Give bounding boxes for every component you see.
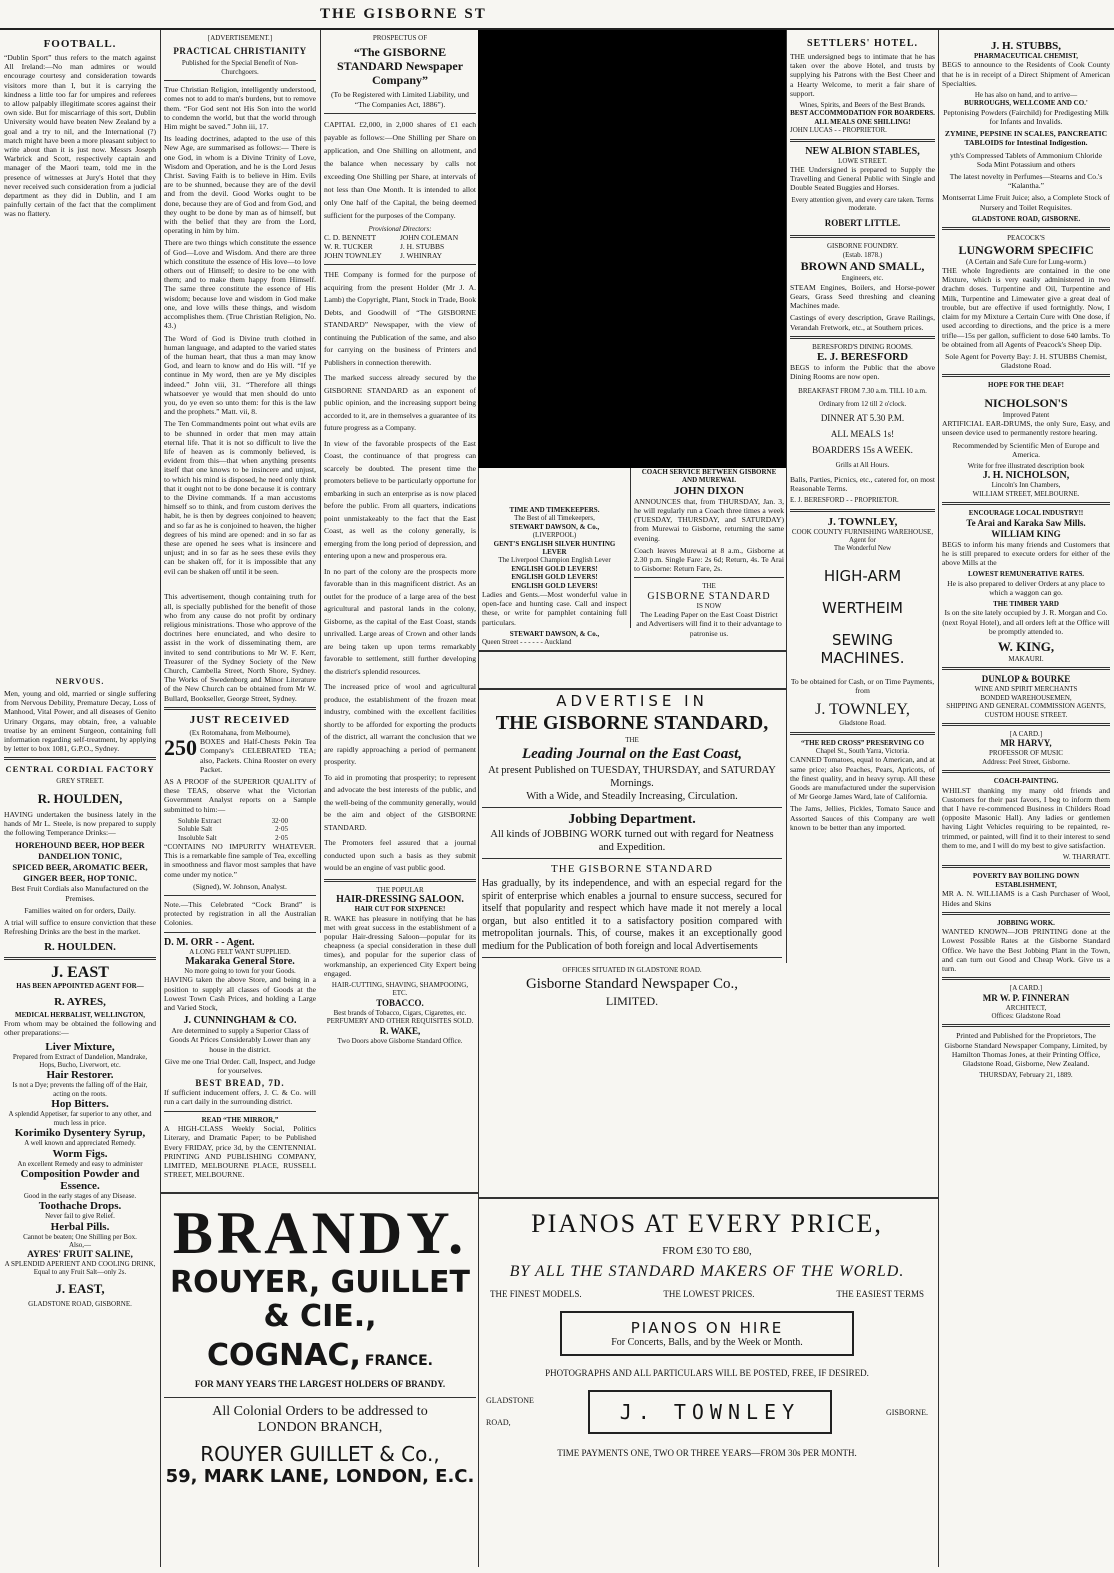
townley-name: J. TOWNLEY,	[827, 515, 898, 528]
analysis-row: Insoluble Salt 2·05	[178, 833, 288, 842]
prospectus-para: To aid in promoting that prosperity; to represent and advocate the best interests of the public, and the well-being of the community generally, would be the aim and object of the GISBORNE STANDARD.	[324, 772, 476, 832]
tearai-mills: Te Arai and Karaka Saw Mills.	[966, 517, 1086, 528]
zymine: ZYMINE, PEPSINE IN SCALES, PANCREATIC TABLOIDS for Intestinal Indigestion.	[944, 129, 1108, 148]
tea-quantity: 250	[164, 735, 197, 761]
directors-title: Provisional Directors:	[368, 224, 432, 233]
remedy-list	[4, 1041, 156, 1241]
remedy-desc: Never fail to give Relief.	[45, 1212, 115, 1221]
castings-body: Castings of every description, Grave Railings, Verandah Fretwork, etc., at Southern prices.	[790, 313, 935, 332]
houlden-name: R. HOULDEN,	[37, 790, 123, 806]
write-for: Write for free illustrated description book	[967, 461, 1085, 470]
tea-signed: (Signed), W. Johnson, Analyst.	[193, 881, 287, 891]
christianity-title: PRACTICAL CHRISTIANITY	[173, 46, 307, 57]
card-label-2: [A CARD.]	[1009, 984, 1043, 993]
drink-item: DANDELION TONIC,	[38, 851, 122, 862]
deliver: He is also prepared to deliver Orders at any place to which a waggon can go.	[947, 578, 1105, 597]
christianity-sub: Published for the Special Benefit of Non-Churchgoers.	[181, 59, 299, 76]
brandy-address: 59, MARK LANE, LONDON, E.C.	[165, 1466, 475, 1487]
christianity-para: The Word of God is Divine truth clothed in human language, and adapted to the varied states of the human heart, that thus a man may know God, and learn to know and do His will. “If ye continue in My word, then are ye My disciples indeed.” John viii, 31. “Therefore all things whatsoever ye would that men should do unto you, do ye even so unto them: for this is the law and the prophets.” Matt. vii, 8.	[164, 333, 316, 417]
finneran-address: Offices: Gladstone Road	[991, 1011, 1061, 1020]
drink-list	[4, 840, 156, 884]
cook-county: COOK COUNTY FURNISHING WAREHOUSE,	[791, 527, 934, 536]
queen-street: Queen Street - - - - - - Auckland	[482, 638, 572, 647]
remedy-name: Toothache Drops.	[38, 1200, 122, 1213]
advertise-leading: Leading Journal on the East Coast,	[521, 746, 743, 763]
gold-lever: ENGLISH GOLD LEVERS!	[511, 573, 598, 582]
champion-lever: The Liverpool Champion English Lever	[498, 556, 611, 565]
settlers-body: THE undersigned begs to intimate that he has taken over the above Hotel, and trusts by supplying his Patrons with the Best Cheer and a Hearty Welcome, to merit a fair share of support.	[790, 52, 935, 98]
dixon-body: ANNOUNCES that, from THURSDAY, Jan. 3, he will regularly run a Coach three times a week (TUESDAY, THURSDAY, and SATURDAY) from Murewai to Gisborne, returning the same evening.	[634, 496, 784, 543]
advertise-block	[482, 692, 782, 1008]
nicholson-name: J. H. NICHOLSON,	[982, 470, 1070, 482]
foundry-estab: (Estab. 1878.)	[842, 250, 883, 259]
football-title: FOOTBALL.	[43, 38, 117, 50]
wonderful: The Wonderful New	[833, 544, 892, 553]
remedy-name: Herbal Pills.	[50, 1220, 110, 1233]
column-rule	[320, 30, 321, 933]
trial-note: A trial will suffice to ensure conviction that these Refreshing Drinks are the best in the market.	[4, 918, 156, 937]
cunningham-name: J. CUNNINGHAM & CO.	[183, 1015, 297, 1027]
saloon-title: HAIR-DRESSING SALOON.	[336, 894, 464, 906]
pianos-easiest: THE EASIEST TERMS	[836, 1289, 924, 1299]
column-rule	[786, 30, 787, 963]
harvy-name: MR HARVY,	[1000, 738, 1052, 749]
dinner: DINNER AT 5.30 P.M.	[820, 413, 905, 424]
agent-for: Agent for	[848, 535, 877, 544]
shipping: SHIPPING AND GENERAL COMMISSION AGENTS,	[946, 702, 1106, 711]
the-label: THE	[702, 582, 716, 591]
chambers: Lincoln's Inn Chambers,	[991, 481, 1061, 490]
registered-note: (To be Registered with Limited Liability, und “The Companies Act, 1886”).	[331, 90, 469, 109]
brandy-rouyer: ROUYER, GUILLET & CIE.,	[169, 1265, 470, 1334]
prospectus-label: PROSPECTUS OF	[372, 34, 428, 42]
canned-body: CANNED Tomatoes, equal to American, and at same price; also Peaches, Pears, Apricots, of the finest quality, and in heavy syrup. All these Goods are manufactured under the supervision of Mr George James Ward, late of California.	[790, 755, 935, 802]
pianos-time: TIME PAYMENTS ONE, TWO OR THREE YEARS—FROM 30s PER MONTH.	[557, 1448, 857, 1458]
dixon-times: Coach leaves Murewai at 8 a.m., Gisborne at 2.30 p.m. Single Fare: 2s 6d; Return, 4s. Te Arai to Gisborne: Return Fare, 2s.	[634, 545, 784, 574]
is-now: IS NOW	[696, 601, 722, 610]
jobbing-title: Jobbing Department.	[568, 812, 696, 828]
peptonising: Peptonising Powders (Fairchild) for Predigesting Milk for Infants and Invalids.	[943, 107, 1109, 127]
cordial-body: HAVING undertaken the business lately in the hands of Mr L. Steele, is now prepared to supply the following Temperance Drinks:—	[4, 809, 156, 838]
albion-body: THE Undersigned is prepared to Supply the Travelling and General Public with Single and Double Seated Buggies and Horses.	[790, 165, 935, 193]
brandy-largest: FOR MANY YEARS THE LARGEST HOLDERS OF BRANDY.	[194, 1379, 446, 1389]
christianity-para: Its leading doctrines, adapted to the use of this New Age, are summarised as follows:— There is one God, in whom is a Divine Trinity of Love, Wisdom and Operation, and he is the Lord Jesus Christ. Saving Faith is to believe in Him. Evils are to be shunned, because they are of the devil and from the devil. Good Works ought to be done, because they are of God and from God, and they ought to be done by man as of himself, but with the belief that they are from the Lord, operating in him by him.	[164, 134, 316, 236]
remedy-name: Hair Restorer.	[46, 1069, 114, 1082]
brandy-london: LONDON BRANCH,	[257, 1420, 383, 1435]
balls: Balls, Parties, Picnics, etc., catered for, on most Reasonable Terms.	[790, 474, 935, 493]
christianity-para: This advertisement, though containing truth for all, is specially published for the benefit of those who from any cause do not profit by ordinary religious ministrations. Those who approve of the doctrines here enunciated, and who desire to assist in the work of disseminating them, are invited to send contributions to Mr W. F. Kerr, Treasurer of the Sydney Society of the New Church, Cambella Street, North Shore, Sydney. The Works of Swedenborg and Minor Literature of the New Church can be obtained from Mr W. Bullard, Bookseller, George Street, Sydney.	[164, 592, 316, 703]
remedy-desc: Is not a Dye; prevents the falling off of the Hair, acting on the roots.	[12, 1081, 148, 1098]
stubbs-gladstone: GLADSTONE ROAD, GISBORNE.	[971, 214, 1081, 223]
pianos-makers: BY ALL THE STANDARD MAKERS OF THE WORLD.	[509, 1263, 905, 1280]
coach-title: COACH SERVICE BETWEEN GISBORNE AND MUREWAI.	[641, 468, 777, 485]
christianity-para: The Ten Commandments point out what evils are to be shunned in order that men may attain eternal life. That it is not so difficult to live the life of heaven as is commonly believed, is evident from this—that when anything presents itself that one knows to be insincere and unjust, to which his mind is disposed, he need only think that it ought not to be done because it is contrary to the Divine commands. If a man accustoms himself so to think, and from custom derives the habit, he is then by degrees conjoined to heaven; and so far as he is conjoined to heaven, the higher degrees of his mind are opened: and in so far as these are opened he sees what is insincere and unjust; and in so far as he sees these evils they can be shaken off, for it is impossible that any evil can be shaken off until it be seen.	[164, 419, 316, 576]
brown-small: BROWN AND SMALL,	[800, 259, 925, 274]
townley-signature: J. TOWNLEY,	[815, 701, 910, 719]
timekeepers-title: TIME AND TIMEKEEPERS.	[509, 506, 600, 514]
pianos-lowest: THE LOWEST PRICES.	[663, 1289, 755, 1299]
remedy-desc: A well known and appreciated Remedy.	[24, 1139, 136, 1148]
gold-lever: ENGLISH GOLD LEVERS!	[511, 564, 598, 573]
redcross-title: “THE RED CROSS” PRESERVING CO	[800, 738, 925, 747]
sewing-machines: SEWING MACHINES.	[820, 630, 905, 667]
section-rule	[478, 1197, 938, 1199]
just-received-title: JUST RECEIVED	[189, 713, 291, 726]
issue-date: THURSDAY, February 21, 1889.	[979, 1071, 1073, 1080]
column-rule	[630, 468, 631, 628]
masthead: THE GISBORNE ST	[320, 6, 487, 22]
obtained: To be obtained for Cash, or on Time Payments, from	[790, 676, 935, 695]
director: J. H. STUBBS	[400, 242, 445, 252]
dixon-name: JOHN DIXON	[674, 484, 744, 497]
wertheim: WERTHEIM	[822, 598, 903, 617]
mirror-body: A HIGH-CLASS Weekly Social, Politics Literary, and Dramatic Paper; to be Published Every FRIDAY, price 3d, by the CENTENNIAL PRINTING AND PUBLISHING COMPANY, LIMITED, MELBOURNE PLACE, RUSSELL STREET, MELBOURNE.	[164, 1124, 316, 1180]
harvy-address: Address: Peel Street, Gisborne.	[982, 757, 1070, 766]
beresford-signature: E. J. BERESFORD - - PROPRIETOR.	[790, 496, 899, 505]
custom-house: CUSTOM HOUSE STREET.	[984, 710, 1068, 719]
column-1	[4, 34, 156, 1569]
albion-title: NEW ALBION STABLES,	[805, 145, 920, 157]
houlden-signature: R. HOULDEN.	[44, 941, 116, 954]
nicholson-title: NICHOLSON'S	[984, 395, 1068, 410]
best-timekeepers: The Best of all Timekeepers,	[514, 514, 595, 523]
remedy-name: Liver Mixture,	[45, 1040, 115, 1053]
dunlop: DUNLOP & BOURKE	[981, 674, 1071, 685]
jams-body: The Jams, Jellies, Pickles, Tomato Sauce and Assorted Sauces of this Company are well known to be better than any imported.	[790, 804, 935, 832]
gents-lever: GENT'S ENGLISH SILVER HUNTING LEVER	[493, 539, 616, 557]
pianos-gisborne: GISBORNE.	[885, 1407, 928, 1417]
drink-item: HOREHOUND BEER, HOP BEER	[15, 840, 145, 851]
saline-name: AYRES' FRUIT SALINE,	[27, 1249, 133, 1260]
prospectus-para: The increased price of wool and agricultural produce, the establishment of the frozen meat industry, combined with the excellent facilities shortly to be afforded for exporting the products of the district, all warrant the conclusion that we are rapidly approaching a period of permanent prosperity.	[324, 682, 476, 767]
remedy-desc: Prepared from Extract of Dandelion, Mandrake, Hops, Bucho, Liverwort, etc.	[12, 1052, 148, 1070]
director: J. WHINRAY	[400, 251, 443, 261]
give-trial: Give me one Trial Order. Call, Inspect, and Judge for yourselves.	[164, 1056, 316, 1076]
gisborne-standard: GISBORNE STANDARD	[647, 590, 771, 602]
analysis-row: Soluble Salt 2·05	[178, 825, 288, 834]
liverpool: (LIVERPOOL)	[532, 531, 577, 540]
ladies-gents: Ladies and Gents.—Most wonderful value in open-face and hunting case. Call and inspect these, or write for pamphlet containing full particulars.	[482, 590, 627, 627]
meals: ALL MEALS ONE SHILLING!	[814, 117, 911, 126]
all-meals: ALL MEALS 1s!	[830, 429, 895, 440]
ayres-name: R. AYRES,	[54, 995, 106, 1008]
column-5	[790, 34, 935, 954]
stubbs-body: BEGS to announce to the Residents of Cook County that he is in receipt of a Direct Shipment of American Specialties.	[942, 60, 1110, 88]
advertise-published: At present Published on TUESDAY, THURSDAY, and SATURDAY Mornings.	[488, 765, 776, 790]
orr-agent: D. M. ORR - - Agent.	[164, 936, 255, 948]
albion-street: LOWE STREET.	[838, 156, 887, 165]
also-label: Also,—	[69, 1241, 91, 1250]
remedy-name: Hop Bitters.	[51, 1098, 109, 1111]
burroughs: BURROUGHS, WELLCOME AND CO.'	[964, 99, 1088, 108]
bread-body: If sufficient inducement offers, J. C. & Co. will run a cart daily in the surrounding district.	[164, 1088, 316, 1107]
popular-label: THE POPULAR	[376, 885, 424, 894]
advertise-wide: With a Wide, and Steadily Increasing, Circulation.	[526, 791, 738, 803]
tablets: yth's Compressed Tablets of Ammonium Chloride Soda Mint Potassium and others	[950, 150, 1102, 169]
column-6	[942, 34, 1110, 1569]
pianos-hire-sub: For Concerts, Balls, and by the Week or Month.	[611, 1337, 803, 1348]
lucas: JOHN LUCAS - - PROPRIETOR.	[790, 126, 887, 135]
williams: MR A. N. WILLIAMS is a Cash Purchaser of Wool, Hides and Skins	[942, 889, 1110, 908]
advertise-company: Gisborne Standard Newspaper Co.,	[525, 975, 739, 992]
pianos-hire: PIANOS ON HIRE	[630, 1319, 784, 1337]
tea-proof: AS A PROOF of the SUPERIOR QUALITY of these TEAS, observe what the Victorian Government Analyst reports on a Sample submitted to him:—	[164, 776, 316, 814]
steam-body: STEAM Engines, Boilers, and Horse-power Gears, Grass Seed threshing and cleaning Machines made.	[790, 282, 935, 311]
director: C. D. BENNETT	[324, 233, 377, 243]
tharratt: W. THARRATT.	[1062, 853, 1110, 862]
lungworm-sub: (A Certain and Safe Cure for Lung-worm.)	[966, 257, 1086, 266]
stubbs-chemist: PHARMACEUTICAL CHEMIST,	[973, 52, 1079, 60]
timber-body: Is on the site lately occupied by J. R. Morgan and Co. (next Royal Hotel), and all orders left at the Office will be promptly attended to.	[942, 608, 1110, 636]
director: W. R. TUCKER	[324, 242, 373, 252]
wine-merchants: WINE AND SPIRIT MERCHANTS	[974, 685, 1078, 694]
just-received-sub: (Ex Rotomahana, from Melbourne),	[189, 728, 291, 737]
card-label: [A CARD.]	[1009, 730, 1043, 739]
director: JOHN TOWNLEY	[324, 251, 382, 261]
pianos-block	[482, 1207, 932, 1567]
store-body: HAVING taken the above Store, and being in a position to supply all classes of Goods at the Lowest Town Cash Prices, and holding a Large and Varied Stock,	[164, 975, 316, 1013]
high-arm: HIGH-ARM	[823, 566, 902, 585]
lungworm-title: LUNGWORM SPECIFIC	[958, 242, 1094, 257]
prospectus-para: THE Company is formed for the purpose of acquiring from the present Holder (Mr J. A. Lamb) the Copyright, Plant, Stock in Trade, Book Debts, and Goodwill of “The GISBORNE STANDARD” Newspaper, with the view of continuing the Publication of the same, and also for carrying on the business of Printers and Publishers in connection therewith.	[324, 270, 476, 367]
remedy-desc: Cannot be beaten; One Shilling per Box.	[23, 1232, 137, 1241]
townley-gladstone: Gladstone Road.	[839, 719, 886, 728]
mirror-title: READ “THE MIRROR,”	[201, 1115, 279, 1124]
ayres-sub: MEDICAL HERBALIST, WELLINGTON,	[15, 1010, 145, 1019]
wake-name: R. WAKE,	[379, 1025, 421, 1036]
montserrat: Montserrat Lime Fruit Juice; also, a Complete Stock of Nursery and Toilet Requisites.	[942, 193, 1110, 212]
christianity-para: There are two things which constitute the essence of God—Love and Wisdom. And there are three which constitute the essence of His love—to love others out of Himself; to desire to be one with them; and to make them happy from Himself. The same three constitute the essence of His wisdom; because love and wisdom in God make one, and love wills these things, and wisdom accomplishes them. (True Christian Religion, No. 43.)	[164, 238, 316, 331]
christianity-para: True Christian Religion, intelligently understood, comes not to add to man's burdens, but to remove them. “For God sent not His Son into the world to condemn the world, but that the world through Him might be saved.” John iii, 17.	[164, 85, 316, 132]
brandy-rouyer-co: ROUYER GUILLET & Co.,	[200, 1442, 440, 1466]
cordial-title: CENTRAL CORDIAL FACTORY	[5, 764, 155, 775]
tobacco: TOBACCO.	[376, 997, 424, 1008]
no-more: No more going to town for your Goods.	[184, 967, 296, 976]
standard-body-text: Has gradually, by its independence, and with an especial regard for the spirit of enterprise which enables a journal to ensure success, secured for itself that popularity and respect which have made it not merely a local organ, but also entitled it to a satisfactory position compared with metropolitan journals. This, of course, makes it an exceptionally good medium for the Publication of both foreign and local Advertisements	[482, 878, 782, 952]
advertise-paper: THE GISBORNE STANDARD,	[495, 712, 769, 734]
jobbing-body: All kinds of JOBBING WORK turned out with regard for Neatness and Expedition.	[490, 829, 774, 854]
jobbing-title-col6: JOBBING WORK.	[997, 918, 1055, 927]
imprint: Printed and Published for the Proprietors, The Gisborne Standard Newspaper Company, Limited, by Hamilton Thomas Jones, at their Printing Office, Gladstone Road, Gisborne, New Zealand.	[944, 1031, 1108, 1068]
lungworm-body: THE whole Ingredients are contained in the one Mixture, which is very easily administered in two drachm doses. Turpentine and Oil, Turpentine and Milk, Turpentine and Limewater give a great deal of trouble, but are effective if used fortnightly. Now, I claim for my Mixture a Certain Cure with One dose, if used according to directions, and the price is a mere trifle—15s per gallon, sufficient to dose 640 lambs. To be obtained from all Agents of Peacock's Sheep Dip.	[942, 266, 1110, 349]
foundry-title: GISBORNE FOUNDRY.	[826, 242, 899, 251]
boarders: BOARDERS 15s A WEEK.	[812, 445, 913, 456]
column-2	[164, 34, 316, 1180]
brandy-colonial: All Colonial Orders to be addressed to	[212, 1404, 428, 1419]
ayres-from: From whom may be obtained the following and other preparations:—	[4, 1019, 156, 1038]
wake-body: R. WAKE has pleasure in notifying that he has met with great success in the establishment of a popular Hair-dressing Saloon—popular for its cheapness (a special consideration in these dull times), and popular for the superior class of workmanship, an experienced City Expert being engaged.	[324, 913, 476, 978]
advertisement-tag: [ADVERTISEMENT.]	[207, 34, 273, 42]
lowest-rates: LOWEST REMUNERATIVE RATES.	[967, 570, 1085, 579]
prospectus-para: The Promoters feel assured that a journal conducted upon such a basis as they submit would be an engine of vast public good.	[324, 838, 476, 873]
advertise-limited: LIMITED.	[605, 993, 659, 1008]
offices-label: OFFICES SITUATED IN GLADSTONE ROAD.	[562, 966, 702, 975]
nervous-title: NERVOUS.	[55, 677, 105, 686]
grills: Grills at All Hours.	[835, 461, 890, 470]
brandy-cognac: COGNAC,	[207, 1338, 361, 1373]
coach-ad	[634, 468, 784, 638]
makauri: MAKAURI.	[1008, 655, 1044, 663]
watch-ad	[482, 506, 627, 648]
cordial-street: GREY STREET.	[56, 777, 104, 786]
capital-text: CAPITAL £2,000, in 2,000 shares of £1 each payable as follows:—One Shilling per Share on application, and One Shilling on allotment, and the balance when necessary by calls not exceeding One Shilling per Share, at intervals of not less than One Month. It is intended to allot only One half of the Capital, the being deemed sufficient for the purposes of the Company.	[324, 119, 476, 220]
wake-address: Two Doors above Gisborne Standard Office.	[337, 1036, 463, 1045]
little-name: ROBERT LITTLE.	[824, 218, 901, 229]
pianos-townley: J. TOWNLEY	[588, 1390, 832, 1434]
section-rule	[160, 1192, 478, 1194]
tea-offer	[164, 737, 316, 777]
families-note: Families waited on for orders, Daily.	[24, 905, 136, 915]
engineers: Engineers, etc.	[841, 274, 884, 283]
east-name: J. EAST	[51, 964, 109, 982]
long-felt: A LONG FELT WANT SUPPLIED.	[189, 947, 291, 956]
company-name: “The GISBORNE STANDARD Newspaper Company”	[336, 45, 464, 88]
coach-painting: COACH-PAINTING.	[993, 777, 1059, 786]
dining-title: BERESFORD'S DINING ROOMS.	[812, 342, 913, 351]
stubbs-name: J. H. STUBBS,	[991, 40, 1061, 52]
pianos-photos: PHOTOGRAPHS AND ALL PARTICULARS WILL BE POSTED, FREE, IF DESIRED.	[545, 1368, 869, 1378]
saline-eq: Equal to any Fruit Salt—only 2s.	[33, 1267, 127, 1276]
remedy-name: Composition Powder and Essence.	[20, 1167, 140, 1192]
standard-title: THE GISBORNE STANDARD	[551, 863, 713, 876]
william-street: WILLIAM STREET, MELBOURNE.	[972, 489, 1080, 498]
pianos-title: PIANOS AT EVERY PRICE,	[531, 1209, 883, 1238]
analysis-row: Soluble Extract 32·00	[178, 816, 288, 825]
remedy-desc: An excellent Remedy and easy to administer	[17, 1159, 143, 1168]
prospectus-para: In no part of the colony are the prospects more favorable than in this magnificent district. As an outlet for the produce of a large area of the best agricultural and pastoral lands in the colony, Gisborne, as the capital of the East Coast, stands unrivalled. Large areas of Crown and other lands are being taken up upon terms remarkably favorable to settlement, still further developing the district's splendid resources.	[324, 566, 476, 676]
pianos-townley-row	[482, 1390, 932, 1434]
column-rule	[938, 30, 939, 1567]
director: JOHN COLEMAN	[400, 233, 459, 243]
section-rule	[478, 650, 786, 652]
chapel-st: Chapel St., South Yarra, Victoria.	[815, 746, 910, 755]
column-rule	[160, 30, 161, 1567]
perfumes: The latest novelty in Perfumes—Stearns and Co.'s “Kalantha.”	[949, 172, 1103, 191]
tea-contains: “CONTAINS NO IMPURITY WHATEVER. This is a remarkable fine sample of Tea, excelling in smoothness and flavor most samples that have come under my notice.”	[164, 842, 316, 879]
column-3	[324, 34, 476, 1045]
makaraka-store: Makaraka General Store.	[185, 956, 295, 968]
finneran-name: MR W. P. FINNERAN	[982, 992, 1070, 1003]
advertise-the: THE	[625, 736, 639, 744]
prospectus-para: In view of the favorable prospects of the East Coast, the continuance of that progress can scarcely be doubted. The present time the promoters believe to be particularly opportune for embarking in such an enterprise as is now placed before the public. From all quarters, indications point unmistakeably to the fact that the East Coast, as well as the colony generally, is emerging from the long period of depression, and entering upon a new and prosperous era.	[324, 438, 476, 561]
stewart-signature: STEWART DAWSON, & Co.,	[509, 629, 600, 638]
gold-lever: ENGLISH GOLD LEVERS!	[511, 581, 598, 590]
ordinary: Ordinary from 12 till 2 o'clock.	[818, 399, 907, 408]
peacock: PEACOCK'S	[1007, 234, 1045, 243]
bonded: BONDED WAREHOUSEMEN,	[980, 693, 1072, 702]
directors-grid	[324, 233, 476, 260]
albion-every: Every attention given, and every care taken. Terms moderate.	[791, 195, 934, 213]
wines: Wines, Spirits, and Beers of the Best Brands.	[799, 101, 926, 110]
stubbs-agent: He has also on hand, and to arrive—	[974, 91, 1078, 100]
saline-desc: A SPLENDID APERIENT AND COOLING DRINK,	[4, 1259, 156, 1268]
east-body: HAS BEEN APPOINTED AGENT FOR—	[16, 982, 144, 991]
brandy-title: BRANDY.	[172, 1200, 468, 1266]
professor: PROFESSOR OF MUSIC	[989, 749, 1063, 758]
remedy-desc: A splendid Appetiser, far superior to any other, and much less in price.	[8, 1110, 152, 1127]
pianos-road: ROAD,	[486, 1418, 511, 1427]
advertise-title: ADVERTISE IN	[556, 692, 708, 710]
pianos-features	[490, 1289, 924, 1299]
brandy-block	[164, 1200, 476, 1560]
encourage: ENCOURAGE LOCAL INDUSTRY!!	[968, 509, 1084, 518]
brandy-france: FRANCE.	[364, 1353, 433, 1369]
eardrums: ARTIFICIAL EAR-DRUMS, the only Sure, Easy, and unseen device used to permanently restore hearing.	[942, 419, 1110, 438]
east-address: GLADSTONE ROAD, GISBORNE.	[28, 1300, 132, 1309]
settlers-title: SETTLERS' HOTEL.	[806, 38, 919, 49]
architect: ARCHITECT,	[1005, 1003, 1047, 1012]
section-rule	[478, 688, 786, 690]
tea-note: Note.—This Celebrated “Cock Brand” is protected by registration in all the Australian Colonies.	[164, 900, 316, 928]
analysis-table	[164, 817, 316, 842]
nervous-body: Men, young and old, married or single suffering from Nervous Debility, Premature Decay, Loss of Manhood, Vital Power, and all diseases of Genito Urinary Organs, may obtain, free, a valuable treatise by an eminent Surgeon, containing full information regarding self-treatment, by applying by letter to box 1081, G.P.O., Sydney.	[4, 689, 156, 754]
recommended: Recommended by Scientific Men of Europe and America.	[952, 440, 1100, 459]
cordial-note: Best Fruit Cordials also Manufactured on the Premises.	[11, 884, 149, 903]
haircut-price: HAIR CUT FOR SIXPENCE!	[354, 905, 446, 914]
tobacco-body: Best brands of Tobacco, Cigars, Cigarettes, etc.	[333, 1008, 467, 1017]
perfumery: PERFUMERY AND OTHER REQUISITES SOLD.	[326, 1017, 474, 1026]
pianos-hire-box	[560, 1311, 854, 1356]
jobbing-body-col6: WANTED KNOWN—JOB PRINTING done at the Lowest Possible Rates at the Gisborne Standard Office. We have the Best Jobbing Plant in the Town, and can turn out Good and Cheap Work. Give us a turn.	[942, 927, 1110, 973]
pianos-finest: THE FINEST MODELS.	[490, 1289, 582, 1299]
tea-body: BOXES and Half-Chests Pekin Tea Company's CELEBRATED TEA; also, Packets. China Rooster on every Packet.	[200, 737, 316, 774]
timber-yard: THE TIMBER YARD	[993, 599, 1059, 608]
east-signature: J. EAST,	[55, 1281, 105, 1297]
services: HAIR-CUTTING, SHAVING, SHAMPOOING, ETC.	[331, 980, 469, 998]
wking: W. KING,	[997, 639, 1055, 654]
beresford-body: BEGS to inform the Public that the above Dining Rooms are now open.	[790, 363, 935, 382]
remedy-desc: Good in the early stages of any Disease.	[23, 1191, 137, 1200]
accommodation: BEST ACCOMMODATION FOR BOARDERS.	[790, 109, 935, 118]
prospectus-para: The marked success already secured by the GISBORNE STANDARD as an exponent of public opinion, and the increasing support being accorded to it, are in themselves a guarantee of its future progress as a Company.	[324, 373, 476, 433]
remedy-name: Korimiko Dysentery Syrup,	[14, 1127, 146, 1140]
cunningham-body: Are determined to supply a Superior Class of Goods At Prices Considerably Lower than any house in the district.	[169, 1026, 311, 1054]
pianos-gladstone: GLADSTONE	[486, 1396, 534, 1405]
remedy-name: Worm Figs.	[52, 1147, 108, 1160]
deaf-title: HOPE FOR THE DEAF!	[988, 381, 1064, 390]
improved-patent: Improved Patent	[1002, 410, 1050, 419]
poverty-bay: POVERTY BAY BOILING DOWN ESTABLISHMENT,	[972, 872, 1080, 889]
best-bread: BEST BREAD, 7D.	[195, 1078, 285, 1089]
football-body: “Dublin Sport” thus refers to the match against All Ireland:—No man admires or would encourage courtesy and consideration towards visitors more than I, but it is carrying the kindness a little too far for umpires and referees to allow palpably illegitimate scores against their own side. But for miscarriage of this sort, Dublin University would have beaten New Zealand by a goal and a try to nil, and the International (?) match might have been a more pleasant subject to write about than it is just now. Messrs Joseph Warbrick and Scott, respectively captain and manager of the Maori team, told me in the presence of witnesses at Jury's Hotel that they never received such consideration from a judicial department as they did in Dublin, and I am painfully certain of the fact that the compliment was no flattery.	[4, 53, 156, 219]
standard-body: The Leading Paper on the East Coast District and Advertisers will find it to their advantage to patronise us.	[636, 610, 782, 638]
beresford-name: E. J. BERESFORD	[816, 351, 909, 364]
stubbs-sole: Sole Agent for Poverty Bay: J. H. STUBBS Chemist, Gladstone Road.	[945, 351, 1107, 371]
redacted-block	[478, 30, 786, 468]
drink-item: GINGER BEER, HOP TONIC.	[23, 873, 137, 884]
breakfast: BREAKFAST FROM 7.30 a.m. TILL 10 a.m.	[798, 386, 927, 395]
coach-body: WHILST thanking my many old friends and Customers for their past favors, I beg to inform them that I have re-commenced Business in Childers Road (opposite Masonic Hall). Any ladies or gentlemen having Light Vehicles requiring to be repainted, re-trimmed, or painted, will find it to their interest to send them to me, and I will do my best to give satisfaction.	[942, 785, 1110, 850]
pianos-from: FROM £30 TO £80,	[662, 1245, 752, 1257]
king-name: WILLIAM KING	[991, 528, 1061, 539]
drink-item: SPICED BEER, AROMATIC BEER,	[12, 862, 148, 873]
stewart-name: STEWART DAWSON, & Co.,	[509, 522, 600, 531]
king-body: BEGS to inform his many friends and Customers that he is still prepared to execute orders for either of the above Mills at the	[942, 539, 1110, 567]
